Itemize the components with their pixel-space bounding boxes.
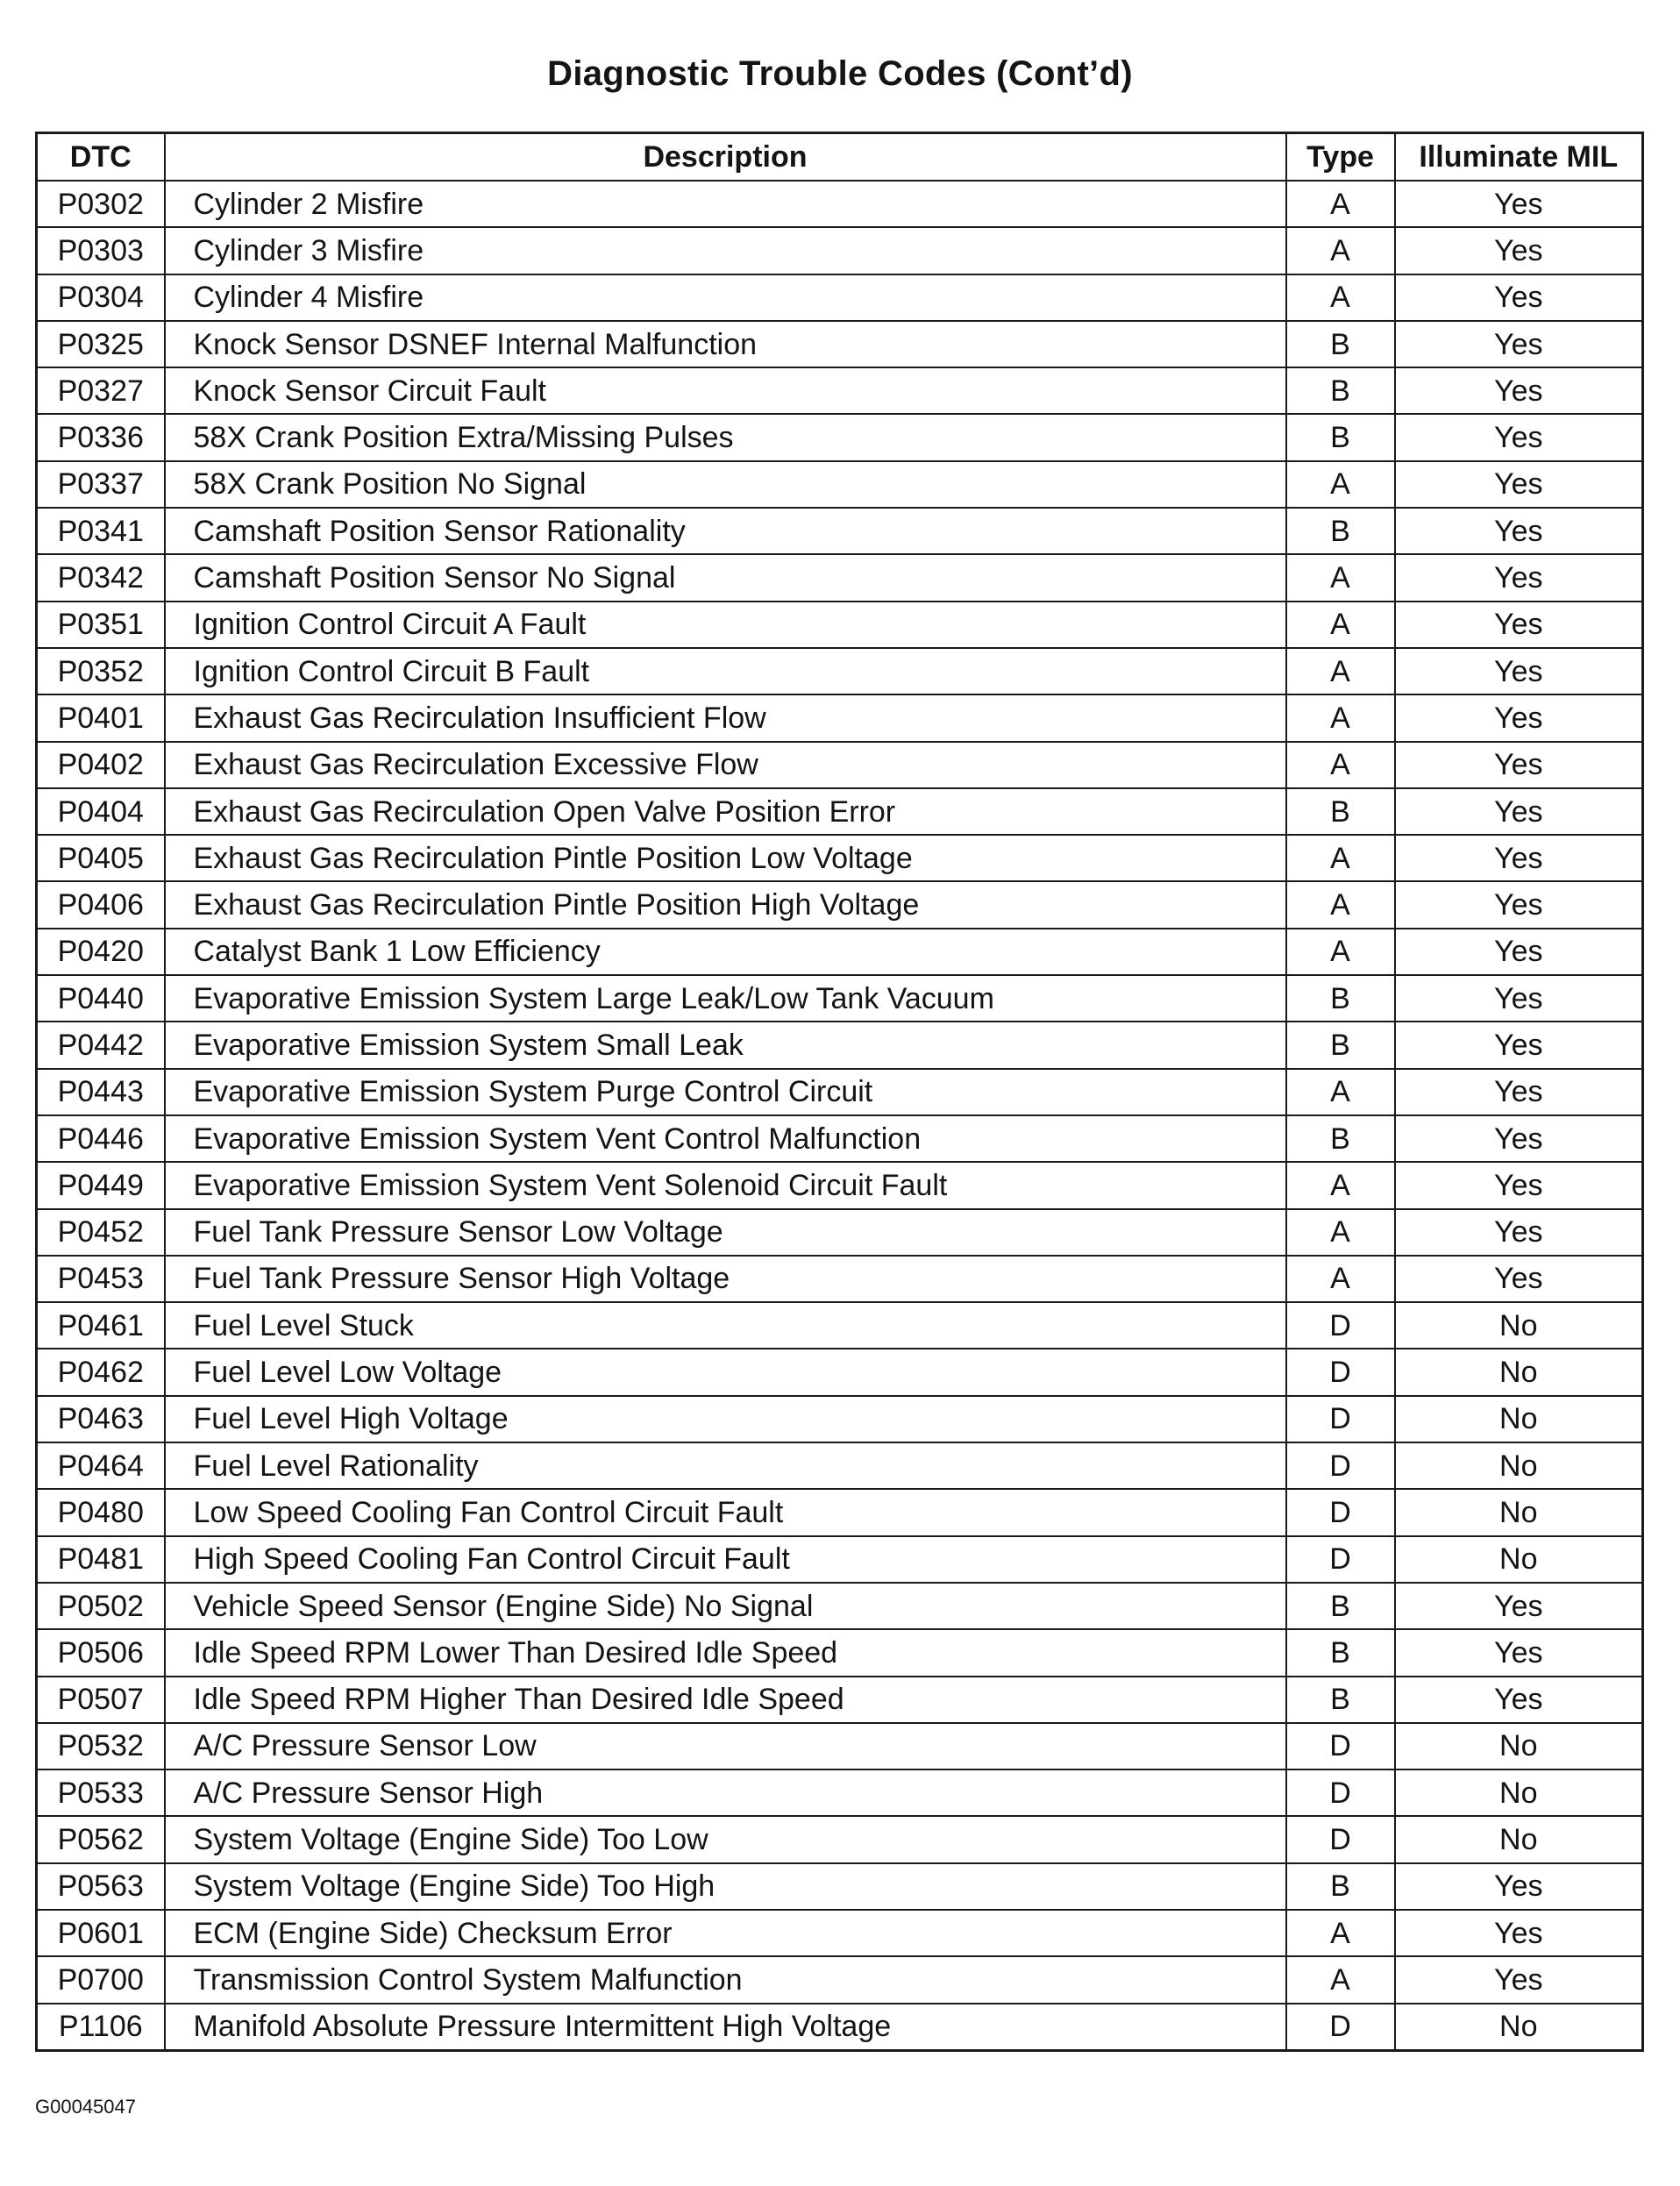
table-row <box>37 508 1643 554</box>
header-dtc: DTC <box>37 133 165 182</box>
type-cell: D <box>1286 1536 1395 1583</box>
description-cell: Manifold Absolute Pressure Intermittent High Voltage <box>165 2004 1286 2051</box>
type-cell: D <box>1286 1723 1395 1769</box>
illuminate-mil-cell: Yes <box>1395 1956 1643 2003</box>
table-row <box>37 1489 1643 1535</box>
description-cell: Fuel Tank Pressure Sensor High Voltage <box>165 1256 1286 1302</box>
table-row <box>37 1629 1643 1676</box>
description-cell: Exhaust Gas Recirculation Excessive Flow <box>165 742 1286 788</box>
dtc-cell: P0463 <box>37 1396 165 1442</box>
dtc-cell: P0351 <box>37 602 165 648</box>
page-title: Diagnostic Trouble Codes (Cont’d) <box>547 54 1133 93</box>
table-row <box>37 1396 1643 1442</box>
table-row <box>37 1863 1643 1910</box>
dtc-cell: P0461 <box>37 1302 165 1349</box>
type-cell: B <box>1286 367 1395 414</box>
dtc-cell: P0562 <box>37 1816 165 1862</box>
dtc-cell: P0506 <box>37 1629 165 1676</box>
type-cell: A <box>1286 1256 1395 1302</box>
illuminate-mil-cell: No <box>1395 1489 1643 1535</box>
type-cell: B <box>1286 508 1395 554</box>
description-cell: Exhaust Gas Recirculation Open Valve Position Error <box>165 788 1286 835</box>
illuminate-mil-cell: No <box>1395 1723 1643 1769</box>
type-cell: D <box>1286 1769 1395 1816</box>
table-row <box>37 1956 1643 2003</box>
type-cell: B <box>1286 788 1395 835</box>
description-cell: Evaporative Emission System Vent Solenoid Circuit Fault <box>165 1162 1286 1208</box>
dtc-cell: P0563 <box>37 1863 165 1910</box>
type-cell: D <box>1286 1302 1395 1349</box>
illuminate-mil-cell: Yes <box>1395 648 1643 694</box>
table-row <box>37 1583 1643 1629</box>
description-cell: Fuel Level Low Voltage <box>165 1349 1286 1395</box>
description-cell: Knock Sensor DSNEF Internal Malfunction <box>165 321 1286 367</box>
dtc-cell: P0420 <box>37 929 165 975</box>
table-row <box>37 1816 1643 1862</box>
table-row <box>37 1442 1643 1489</box>
dtc-cell: P0462 <box>37 1349 165 1395</box>
header-description: Description <box>165 133 1286 182</box>
dtc-cell: P0404 <box>37 788 165 835</box>
type-cell: A <box>1286 227 1395 274</box>
illuminate-mil-cell: Yes <box>1395 929 1643 975</box>
dtc-cell: P0601 <box>37 1910 165 1956</box>
type-cell: B <box>1286 1677 1395 1723</box>
description-cell: Fuel Tank Pressure Sensor Low Voltage <box>165 1209 1286 1256</box>
description-cell: Transmission Control System Malfunction <box>165 1956 1286 2003</box>
illuminate-mil-cell: Yes <box>1395 414 1643 460</box>
illuminate-mil-cell: Yes <box>1395 1677 1643 1723</box>
description-cell: Fuel Level Rationality <box>165 1442 1286 1489</box>
description-cell: Evaporative Emission System Vent Control Malfunction <box>165 1115 1286 1162</box>
table-row <box>37 181 1643 227</box>
dtc-cell: P0480 <box>37 1489 165 1535</box>
illuminate-mil-cell: No <box>1395 1442 1643 1489</box>
illuminate-mil-cell: Yes <box>1395 1022 1643 1068</box>
description-cell: Exhaust Gas Recirculation Insufficient Flow <box>165 694 1286 741</box>
illuminate-mil-cell: Yes <box>1395 1583 1643 1629</box>
description-cell: Low Speed Cooling Fan Control Circuit Fault <box>165 1489 1286 1535</box>
description-cell: Cylinder 4 Misfire <box>165 274 1286 321</box>
illuminate-mil-cell: No <box>1395 1769 1643 1816</box>
table-row <box>37 648 1643 694</box>
type-cell: A <box>1286 1209 1395 1256</box>
type-cell: A <box>1286 1069 1395 1115</box>
dtc-cell: P0440 <box>37 975 165 1022</box>
illuminate-mil-cell: No <box>1395 1349 1643 1395</box>
illuminate-mil-cell: Yes <box>1395 742 1643 788</box>
table-row <box>37 602 1643 648</box>
illuminate-mil-cell: Yes <box>1395 1115 1643 1162</box>
type-cell: A <box>1286 1910 1395 1956</box>
dtc-cell: P0446 <box>37 1115 165 1162</box>
table-row <box>37 321 1643 367</box>
type-cell: A <box>1286 1162 1395 1208</box>
type-cell: B <box>1286 414 1395 460</box>
type-cell: A <box>1286 929 1395 975</box>
illuminate-mil-cell: Yes <box>1395 181 1643 227</box>
illuminate-mil-cell: Yes <box>1395 1910 1643 1956</box>
type-cell: A <box>1286 694 1395 741</box>
table-row <box>37 1115 1643 1162</box>
figure-id: G00045047 <box>35 2096 136 2118</box>
description-cell: Camshaft Position Sensor Rationality <box>165 508 1286 554</box>
description-cell: Vehicle Speed Sensor (Engine Side) No Signal <box>165 1583 1286 1629</box>
description-cell: Cylinder 3 Misfire <box>165 227 1286 274</box>
description-cell: Catalyst Bank 1 Low Efficiency <box>165 929 1286 975</box>
table-row <box>37 1723 1643 1769</box>
description-cell: System Voltage (Engine Side) Too Low <box>165 1816 1286 1862</box>
table-row <box>37 1162 1643 1208</box>
table-header-row <box>37 133 1643 182</box>
table-row <box>37 742 1643 788</box>
table-row <box>37 788 1643 835</box>
illuminate-mil-cell: Yes <box>1395 508 1643 554</box>
dtc-cell: P0352 <box>37 648 165 694</box>
illuminate-mil-cell: Yes <box>1395 367 1643 414</box>
dtc-cell: P0337 <box>37 461 165 508</box>
table-row <box>37 1677 1643 1723</box>
table-row <box>37 274 1643 321</box>
description-cell: Evaporative Emission System Purge Control Circuit <box>165 1069 1286 1115</box>
description-cell: Evaporative Emission System Large Leak/Low Tank Vacuum <box>165 975 1286 1022</box>
table-row <box>37 1302 1643 1349</box>
table-row <box>37 554 1643 601</box>
type-cell: D <box>1286 1489 1395 1535</box>
illuminate-mil-cell: No <box>1395 1816 1643 1862</box>
type-cell: D <box>1286 1396 1395 1442</box>
type-cell: A <box>1286 602 1395 648</box>
illuminate-mil-cell: Yes <box>1395 835 1643 881</box>
description-cell: A/C Pressure Sensor High <box>165 1769 1286 1816</box>
type-cell: D <box>1286 2004 1395 2051</box>
description-cell: Exhaust Gas Recirculation Pintle Position High Voltage <box>165 881 1286 928</box>
dtc-cell: P0443 <box>37 1069 165 1115</box>
table-row <box>37 227 1643 274</box>
type-cell: A <box>1286 274 1395 321</box>
type-cell: A <box>1286 1956 1395 2003</box>
illuminate-mil-cell: Yes <box>1395 1629 1643 1676</box>
table-row <box>37 694 1643 741</box>
illuminate-mil-cell: Yes <box>1395 1863 1643 1910</box>
dtc-cell: P1106 <box>37 2004 165 2051</box>
description-cell: Fuel Level High Voltage <box>165 1396 1286 1442</box>
description-cell: 58X Crank Position No Signal <box>165 461 1286 508</box>
description-cell: ECM (Engine Side) Checksum Error <box>165 1910 1286 1956</box>
table-row <box>37 1769 1643 1816</box>
table-row <box>37 1910 1643 1956</box>
dtc-cell: P0507 <box>37 1677 165 1723</box>
illuminate-mil-cell: Yes <box>1395 1256 1643 1302</box>
type-cell: D <box>1286 1442 1395 1489</box>
illuminate-mil-cell: No <box>1395 1396 1643 1442</box>
description-cell: Fuel Level Stuck <box>165 1302 1286 1349</box>
illuminate-mil-cell: Yes <box>1395 274 1643 321</box>
illuminate-mil-cell: Yes <box>1395 602 1643 648</box>
illuminate-mil-cell: No <box>1395 2004 1643 2051</box>
table-row <box>37 1349 1643 1395</box>
type-cell: B <box>1286 1022 1395 1068</box>
type-cell: B <box>1286 975 1395 1022</box>
table-row <box>37 1022 1643 1068</box>
description-cell: Ignition Control Circuit B Fault <box>165 648 1286 694</box>
dtc-cell: P0442 <box>37 1022 165 1068</box>
type-cell: A <box>1286 835 1395 881</box>
description-cell: Idle Speed RPM Higher Than Desired Idle Speed <box>165 1677 1286 1723</box>
illuminate-mil-cell: Yes <box>1395 227 1643 274</box>
description-cell: Cylinder 2 Misfire <box>165 181 1286 227</box>
description-cell: 58X Crank Position Extra/Missing Pulses <box>165 414 1286 460</box>
dtc-cell: P0406 <box>37 881 165 928</box>
description-cell: System Voltage (Engine Side) Too High <box>165 1863 1286 1910</box>
dtc-cell: P0464 <box>37 1442 165 1489</box>
table-row <box>37 835 1643 881</box>
type-cell: B <box>1286 1629 1395 1676</box>
type-cell: A <box>1286 742 1395 788</box>
type-cell: A <box>1286 648 1395 694</box>
dtc-cell: P0304 <box>37 274 165 321</box>
table-row <box>37 1536 1643 1583</box>
dtc-cell: P0533 <box>37 1769 165 1816</box>
table-row <box>37 929 1643 975</box>
table-row <box>37 367 1643 414</box>
dtc-cell: P0302 <box>37 181 165 227</box>
dtc-cell: P0481 <box>37 1536 165 1583</box>
type-cell: B <box>1286 1115 1395 1162</box>
dtc-cell: P0405 <box>37 835 165 881</box>
table-row <box>37 414 1643 460</box>
dtc-cell: P0449 <box>37 1162 165 1208</box>
table-row <box>37 1209 1643 1256</box>
dtc-cell: P0700 <box>37 1956 165 2003</box>
illuminate-mil-cell: Yes <box>1395 1209 1643 1256</box>
dtc-cell: P0303 <box>37 227 165 274</box>
description-cell: A/C Pressure Sensor Low <box>165 1723 1286 1769</box>
dtc-cell: P0336 <box>37 414 165 460</box>
type-cell: B <box>1286 1863 1395 1910</box>
dtc-cell: P0453 <box>37 1256 165 1302</box>
illuminate-mil-cell: Yes <box>1395 1162 1643 1208</box>
table-row <box>37 1069 1643 1115</box>
table-row <box>37 461 1643 508</box>
illuminate-mil-cell: Yes <box>1395 461 1643 508</box>
dtc-cell: P0325 <box>37 321 165 367</box>
illuminate-mil-cell: Yes <box>1395 975 1643 1022</box>
illuminate-mil-cell: No <box>1395 1536 1643 1583</box>
table-row <box>37 1256 1643 1302</box>
type-cell: B <box>1286 321 1395 367</box>
description-cell: Knock Sensor Circuit Fault <box>165 367 1286 414</box>
illuminate-mil-cell: Yes <box>1395 321 1643 367</box>
illuminate-mil-cell: Yes <box>1395 881 1643 928</box>
dtc-cell: P0532 <box>37 1723 165 1769</box>
dtc-cell: P0342 <box>37 554 165 601</box>
description-cell: Evaporative Emission System Small Leak <box>165 1022 1286 1068</box>
description-cell: Exhaust Gas Recirculation Pintle Position Low Voltage <box>165 835 1286 881</box>
type-cell: A <box>1286 461 1395 508</box>
type-cell: D <box>1286 1816 1395 1862</box>
dtc-cell: P0327 <box>37 367 165 414</box>
illuminate-mil-cell: No <box>1395 1302 1643 1349</box>
table-body <box>37 181 1643 2050</box>
illuminate-mil-cell: Yes <box>1395 554 1643 601</box>
header-illuminate-mil: Illuminate MIL <box>1395 133 1643 182</box>
description-cell: High Speed Cooling Fan Control Circuit Fault <box>165 1536 1286 1583</box>
dtc-table <box>35 132 1644 2052</box>
dtc-cell: P0502 <box>37 1583 165 1629</box>
dtc-cell: P0341 <box>37 508 165 554</box>
illuminate-mil-cell: Yes <box>1395 694 1643 741</box>
illuminate-mil-cell: Yes <box>1395 1069 1643 1115</box>
table-row <box>37 2004 1643 2051</box>
description-cell: Idle Speed RPM Lower Than Desired Idle Speed <box>165 1629 1286 1676</box>
type-cell: A <box>1286 554 1395 601</box>
table-row <box>37 975 1643 1022</box>
description-cell: Ignition Control Circuit A Fault <box>165 602 1286 648</box>
table-row <box>37 881 1643 928</box>
dtc-cell: P0402 <box>37 742 165 788</box>
description-cell: Camshaft Position Sensor No Signal <box>165 554 1286 601</box>
header-type: Type <box>1286 133 1395 182</box>
illuminate-mil-cell: Yes <box>1395 788 1643 835</box>
dtc-cell: P0452 <box>37 1209 165 1256</box>
type-cell: D <box>1286 1349 1395 1395</box>
type-cell: B <box>1286 1583 1395 1629</box>
type-cell: A <box>1286 181 1395 227</box>
type-cell: A <box>1286 881 1395 928</box>
dtc-cell: P0401 <box>37 694 165 741</box>
